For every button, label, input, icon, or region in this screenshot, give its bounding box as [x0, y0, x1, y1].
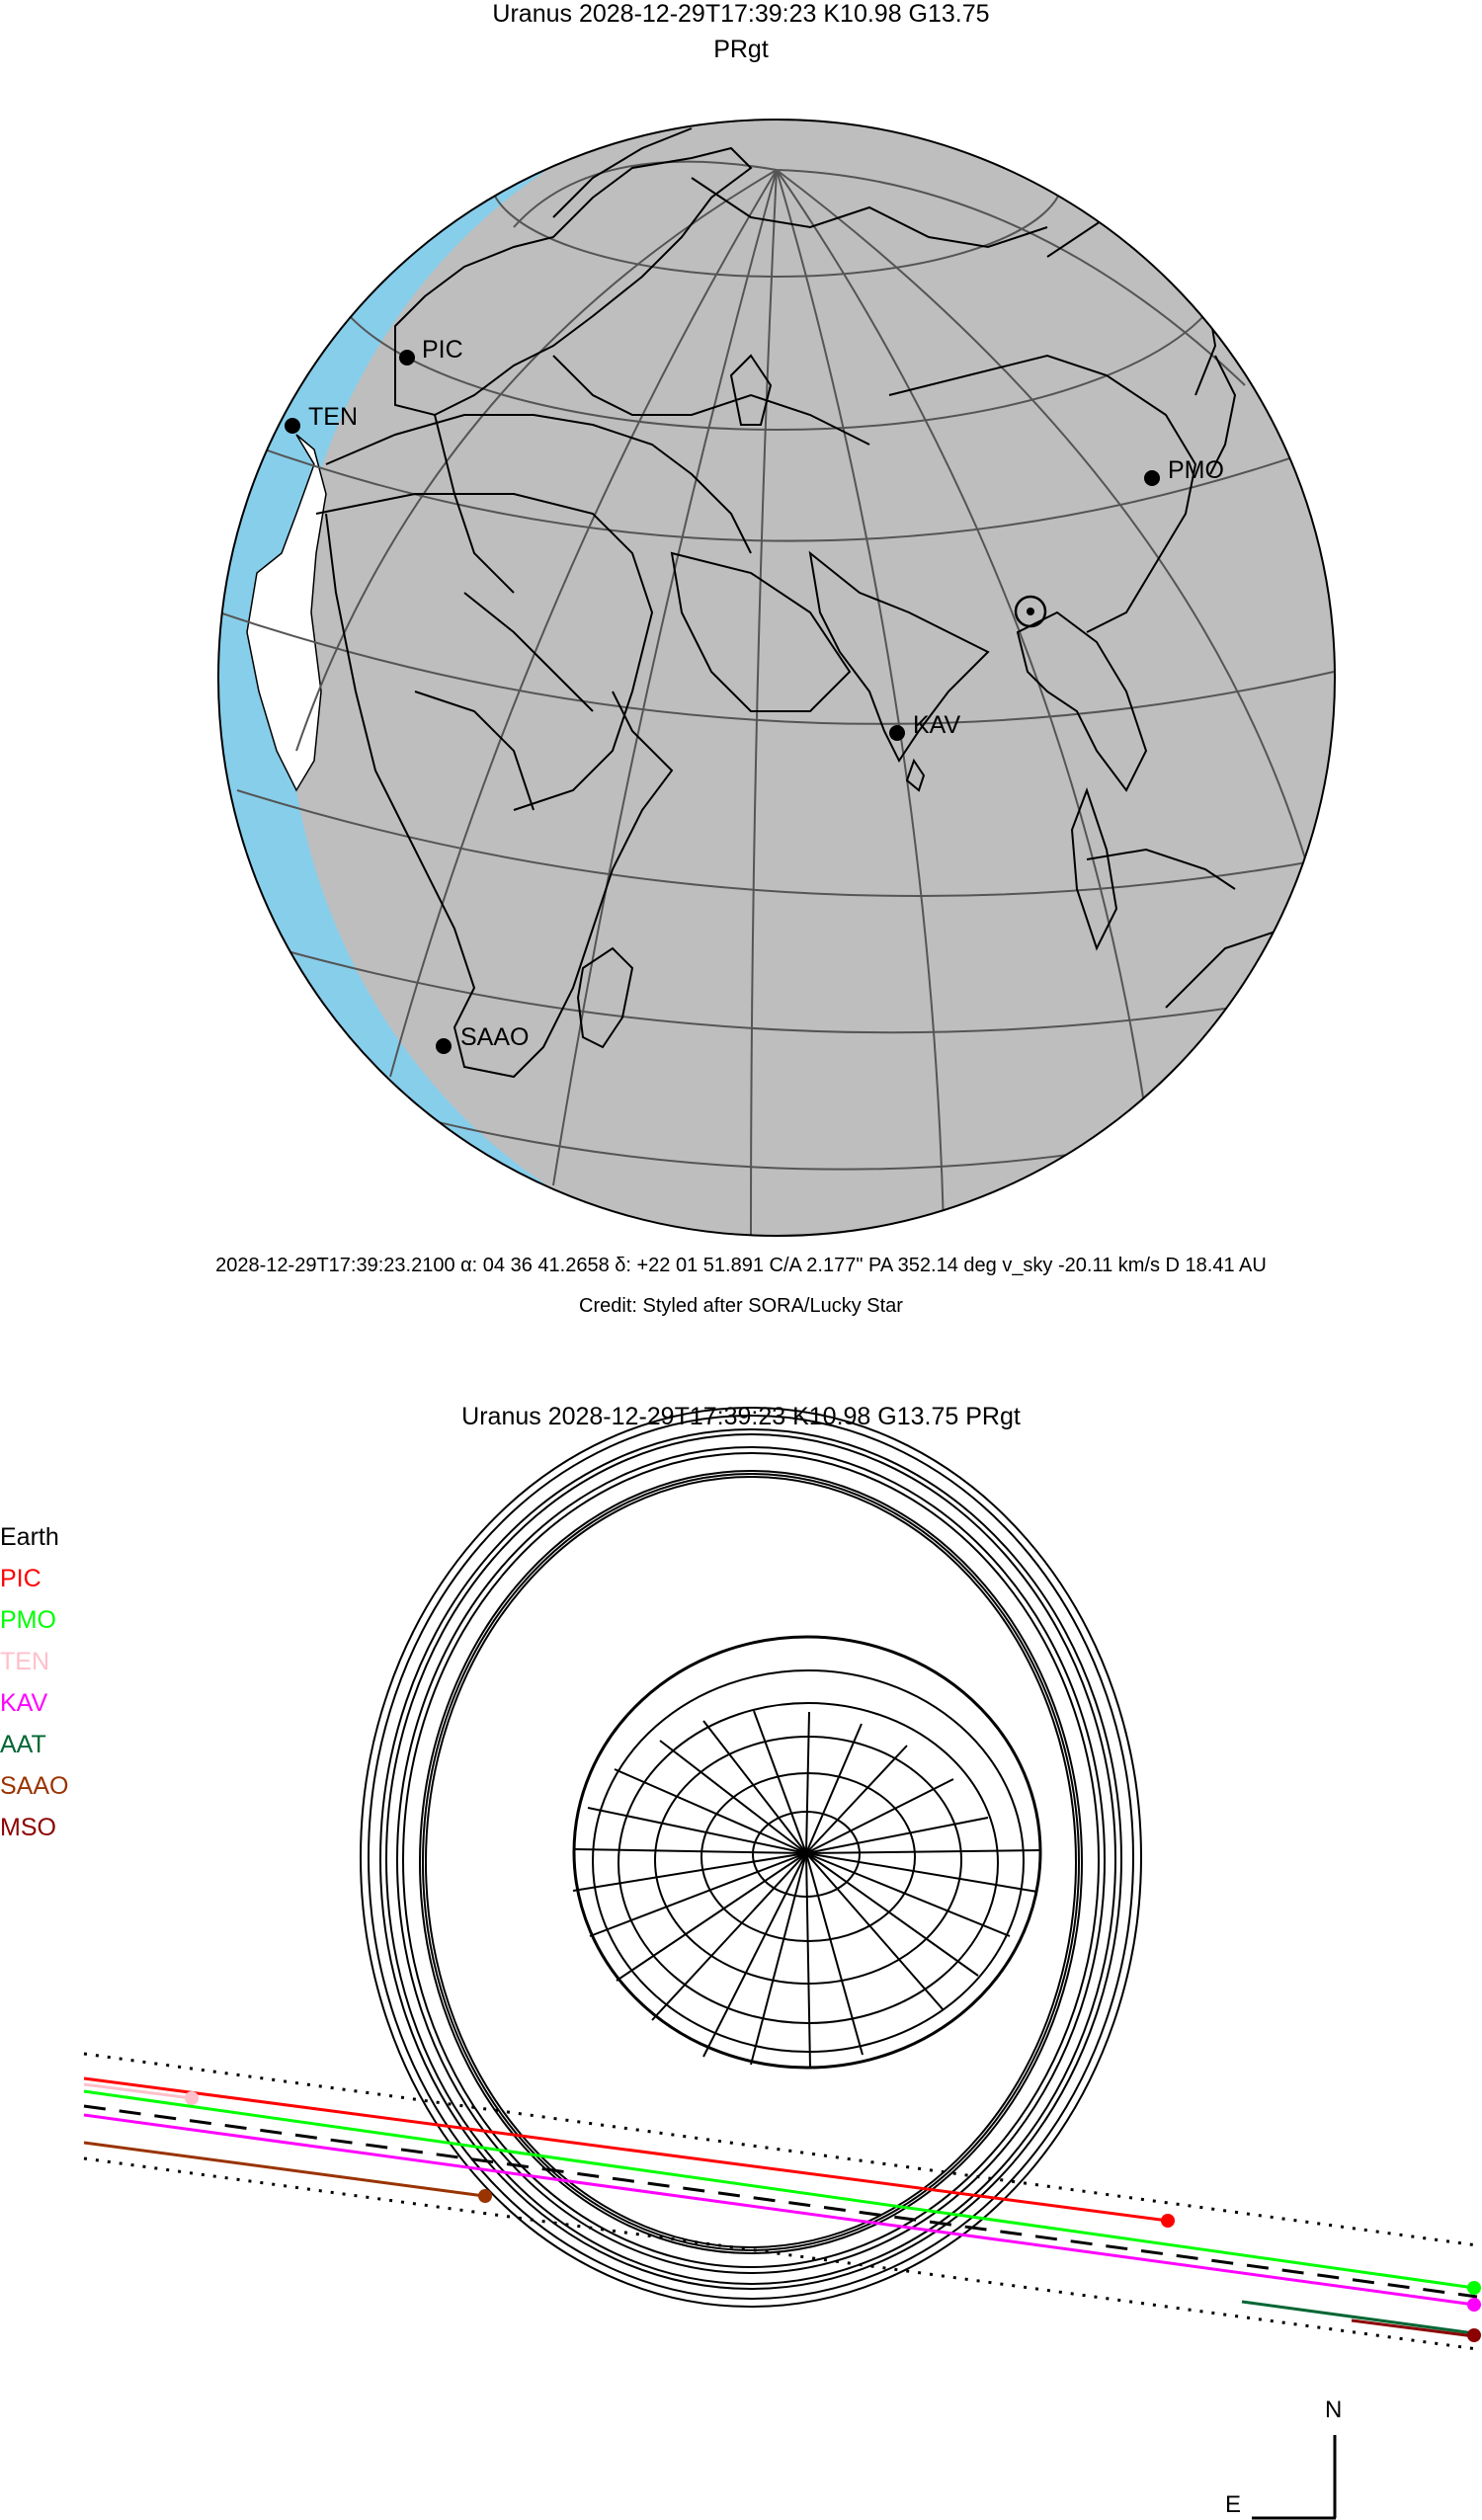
station-marker-pmo — [1144, 470, 1160, 486]
compass-north-label: N — [1325, 2397, 1343, 2423]
uranus-disk — [573, 1637, 1040, 2068]
legend — [0, 1516, 68, 1848]
chord-aat — [1242, 2302, 1474, 2333]
uranus-rings — [361, 1408, 1141, 2307]
chord-pic — [84, 2078, 1168, 2221]
station-label-kav: KAV — [913, 711, 961, 739]
station-marker-kav — [889, 725, 905, 741]
credit-line: Credit: Styled after SORA/Lucky Star — [579, 1295, 903, 1317]
station-label-ten: TEN — [308, 403, 358, 431]
chord-ten — [84, 2084, 192, 2098]
station-marker-saao — [436, 1038, 452, 1054]
legend-item-kav: KAV — [0, 1689, 48, 1717]
station-marker-ten — [285, 418, 300, 434]
legend-item-earth: Earth — [0, 1523, 59, 1551]
occultation-info-line: 2028-12-29T17:39:23.2100 α: 04 36 41.2658 δ: +22 01 51.891 C/A 2.177" PA 352.14 deg v_sky -20.11 km/s D 18.41 AU — [215, 1255, 1267, 1276]
station-marker-pic — [399, 350, 415, 366]
chord-saao-end-marker — [478, 2189, 492, 2203]
compass-icon — [1252, 2435, 1336, 2518]
legend-item-aat: AAT — [0, 1731, 46, 1758]
map-subtitle: PRgt — [713, 36, 769, 63]
chord-pmo — [84, 2091, 1474, 2288]
station-label-pic: PIC — [422, 336, 463, 364]
chord-kav-end-marker — [1467, 2298, 1481, 2312]
legend-item-mso: MSO — [0, 1814, 56, 1841]
station-label-pmo: PMO — [1168, 456, 1224, 484]
legend-item-saao: SAAO — [0, 1772, 69, 1800]
chord-kav — [84, 2115, 1474, 2305]
shadow-limit-north — [84, 2054, 1477, 2245]
chord-earth — [84, 2106, 1477, 2297]
chord-ten-end-marker — [185, 2091, 199, 2105]
compass-east-label: E — [1225, 2491, 1242, 2518]
shadow-limit-south — [84, 2158, 1477, 2349]
chord-mso — [1352, 2320, 1474, 2336]
globe-map — [0, 0, 1482, 1245]
sky-plane-title: Uranus 2028-12-29T17:39:23 K10.98 G13.75 PRgt — [461, 1403, 1021, 1430]
map-title: Uranus 2028-12-29T17:39:23 K10.98 G13.75 — [492, 0, 990, 28]
chord-pic-end-marker — [1161, 2214, 1175, 2228]
station-label-saao: SAAO — [460, 1023, 530, 1051]
legend-item-pmo: PMO — [0, 1606, 56, 1634]
chord-saao — [84, 2143, 484, 2196]
globe-day-side — [287, 85, 1363, 1245]
legend-item-pic: PIC — [0, 1565, 41, 1592]
chord-mso-end-marker — [1467, 2328, 1481, 2342]
chord-pmo-end-marker — [1467, 2281, 1481, 2295]
legend-item-ten: TEN — [0, 1648, 49, 1675]
